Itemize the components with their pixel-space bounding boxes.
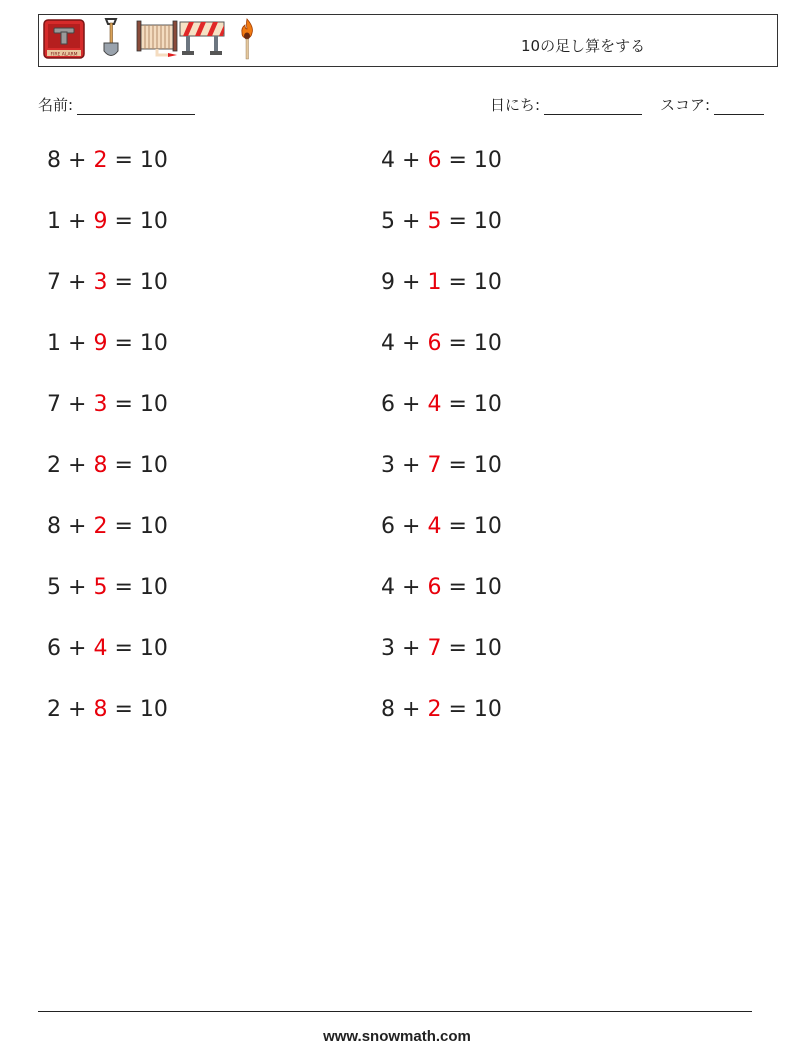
equals-sign: = [114, 148, 133, 173]
addend-a: 5 [47, 575, 61, 600]
equals-sign: = [448, 392, 467, 417]
addend-a: 5 [381, 209, 395, 234]
problem-right-10 [381, 697, 502, 722]
addend-b-answer: 8 [93, 453, 108, 478]
name-label: 名前: [38, 96, 74, 114]
sum: 10 [139, 453, 168, 478]
score-blank [714, 98, 764, 115]
name-field [38, 94, 195, 115]
worksheet-header [38, 14, 778, 67]
plus-sign: + [68, 148, 87, 173]
addend-b-answer: 6 [427, 148, 442, 173]
problem-right-9 [381, 636, 502, 661]
addend-a: 4 [381, 575, 395, 600]
problem-right-7 [381, 514, 502, 539]
score-field [660, 94, 764, 115]
equals-sign: = [114, 575, 133, 600]
problem-left-1 [47, 148, 168, 173]
plus-sign: + [68, 209, 87, 234]
addend-a: 7 [47, 270, 61, 295]
addend-a: 4 [381, 331, 395, 356]
equals-sign: = [448, 697, 467, 722]
sum: 10 [473, 697, 502, 722]
plus-sign: + [68, 331, 87, 356]
name-blank [77, 98, 195, 115]
problem-left-7 [47, 514, 168, 539]
equals-sign: = [448, 209, 467, 234]
fire-alarm-icon [43, 18, 85, 64]
sum: 10 [473, 392, 502, 417]
addend-b-answer: 2 [427, 697, 442, 722]
addend-a: 6 [47, 636, 61, 661]
plus-sign: + [402, 270, 421, 295]
sum: 10 [473, 148, 502, 173]
plus-sign: + [402, 697, 421, 722]
addend-a: 4 [381, 148, 395, 173]
equals-sign: = [448, 270, 467, 295]
sum: 10 [139, 331, 168, 356]
addend-b-answer: 9 [93, 209, 108, 234]
problem-right-8 [381, 575, 502, 600]
problem-right-4 [381, 331, 502, 356]
sum: 10 [473, 209, 502, 234]
fire-hose-icon [135, 17, 179, 65]
plus-sign: + [402, 331, 421, 356]
plus-sign: + [402, 453, 421, 478]
problem-left-5 [47, 392, 168, 417]
sum: 10 [473, 514, 502, 539]
sum: 10 [139, 392, 168, 417]
equals-sign: = [448, 514, 467, 539]
sum: 10 [473, 575, 502, 600]
plus-sign: + [68, 575, 87, 600]
addend-a: 2 [47, 697, 61, 722]
addend-a: 8 [47, 148, 61, 173]
problem-left-6 [47, 453, 168, 478]
plus-sign: + [402, 392, 421, 417]
sum: 10 [473, 331, 502, 356]
sum: 10 [139, 209, 168, 234]
problem-left-2 [47, 209, 168, 234]
equals-sign: = [114, 392, 133, 417]
problem-right-5 [381, 392, 502, 417]
addend-a: 9 [381, 270, 395, 295]
equals-sign: = [114, 514, 133, 539]
addend-a: 6 [381, 514, 395, 539]
sum: 10 [139, 636, 168, 661]
addend-b-answer: 4 [93, 636, 108, 661]
date-blank [544, 98, 642, 115]
equals-sign: = [114, 270, 133, 295]
plus-sign: + [402, 575, 421, 600]
equals-sign: = [114, 209, 133, 234]
worksheet-title: 10の足し算をする [521, 37, 646, 55]
addend-a: 8 [47, 514, 61, 539]
addend-b-answer: 2 [93, 148, 108, 173]
problem-left-4 [47, 331, 168, 356]
problem-left-3 [47, 270, 168, 295]
equals-sign: = [114, 697, 133, 722]
date-label: 日にち: [490, 96, 541, 114]
equals-sign: = [114, 331, 133, 356]
plus-sign: + [68, 514, 87, 539]
footer-divider [38, 1011, 752, 1012]
sum: 10 [473, 453, 502, 478]
addend-a: 7 [47, 392, 61, 417]
shovel-icon [101, 17, 121, 65]
equals-sign: = [114, 453, 133, 478]
addend-b-answer: 5 [427, 209, 442, 234]
plus-sign: + [402, 148, 421, 173]
addend-a: 3 [381, 453, 395, 478]
equals-sign: = [114, 636, 133, 661]
sum: 10 [473, 270, 502, 295]
problem-right-6 [381, 453, 502, 478]
plus-sign: + [402, 636, 421, 661]
problem-left-9 [47, 636, 168, 661]
addend-b-answer: 4 [427, 392, 442, 417]
plus-sign: + [68, 270, 87, 295]
problem-right-2 [381, 209, 502, 234]
sum: 10 [139, 514, 168, 539]
equals-sign: = [448, 636, 467, 661]
addend-a: 2 [47, 453, 61, 478]
score-label: スコア: [660, 96, 711, 114]
addend-a: 1 [47, 331, 61, 356]
svg-text:FIRE ALARM: FIRE ALARM [50, 52, 78, 58]
addend-b-answer: 9 [93, 331, 108, 356]
addend-b-answer: 6 [427, 575, 442, 600]
equals-sign: = [448, 575, 467, 600]
addend-b-answer: 7 [427, 453, 442, 478]
addend-b-answer: 8 [93, 697, 108, 722]
sum: 10 [139, 697, 168, 722]
addend-b-answer: 5 [93, 575, 108, 600]
sum: 10 [139, 270, 168, 295]
match-icon [237, 17, 257, 65]
road-barrier-icon [179, 18, 225, 64]
plus-sign: + [68, 453, 87, 478]
plus-sign: + [68, 697, 87, 722]
problem-left-10 [47, 697, 168, 722]
sum: 10 [473, 636, 502, 661]
equals-sign: = [448, 331, 467, 356]
equals-sign: = [448, 148, 467, 173]
addend-b-answer: 3 [93, 392, 108, 417]
addend-b-answer: 4 [427, 514, 442, 539]
addend-b-answer: 7 [427, 636, 442, 661]
addend-b-answer: 1 [427, 270, 442, 295]
sum: 10 [139, 148, 168, 173]
addend-a: 3 [381, 636, 395, 661]
plus-sign: + [68, 392, 87, 417]
addend-a: 1 [47, 209, 61, 234]
footer-url: www.snowmath.com [323, 1028, 471, 1045]
plus-sign: + [68, 636, 87, 661]
addend-b-answer: 6 [427, 331, 442, 356]
problem-right-3 [381, 270, 502, 295]
plus-sign: + [402, 209, 421, 234]
plus-sign: + [402, 514, 421, 539]
date-field [490, 94, 642, 115]
problem-left-8 [47, 575, 168, 600]
addend-a: 8 [381, 697, 395, 722]
sum: 10 [139, 575, 168, 600]
icon-strip [43, 19, 263, 63]
problem-right-1 [381, 148, 502, 173]
addend-a: 6 [381, 392, 395, 417]
addend-b-answer: 3 [93, 270, 108, 295]
addend-b-answer: 2 [93, 514, 108, 539]
equals-sign: = [448, 453, 467, 478]
